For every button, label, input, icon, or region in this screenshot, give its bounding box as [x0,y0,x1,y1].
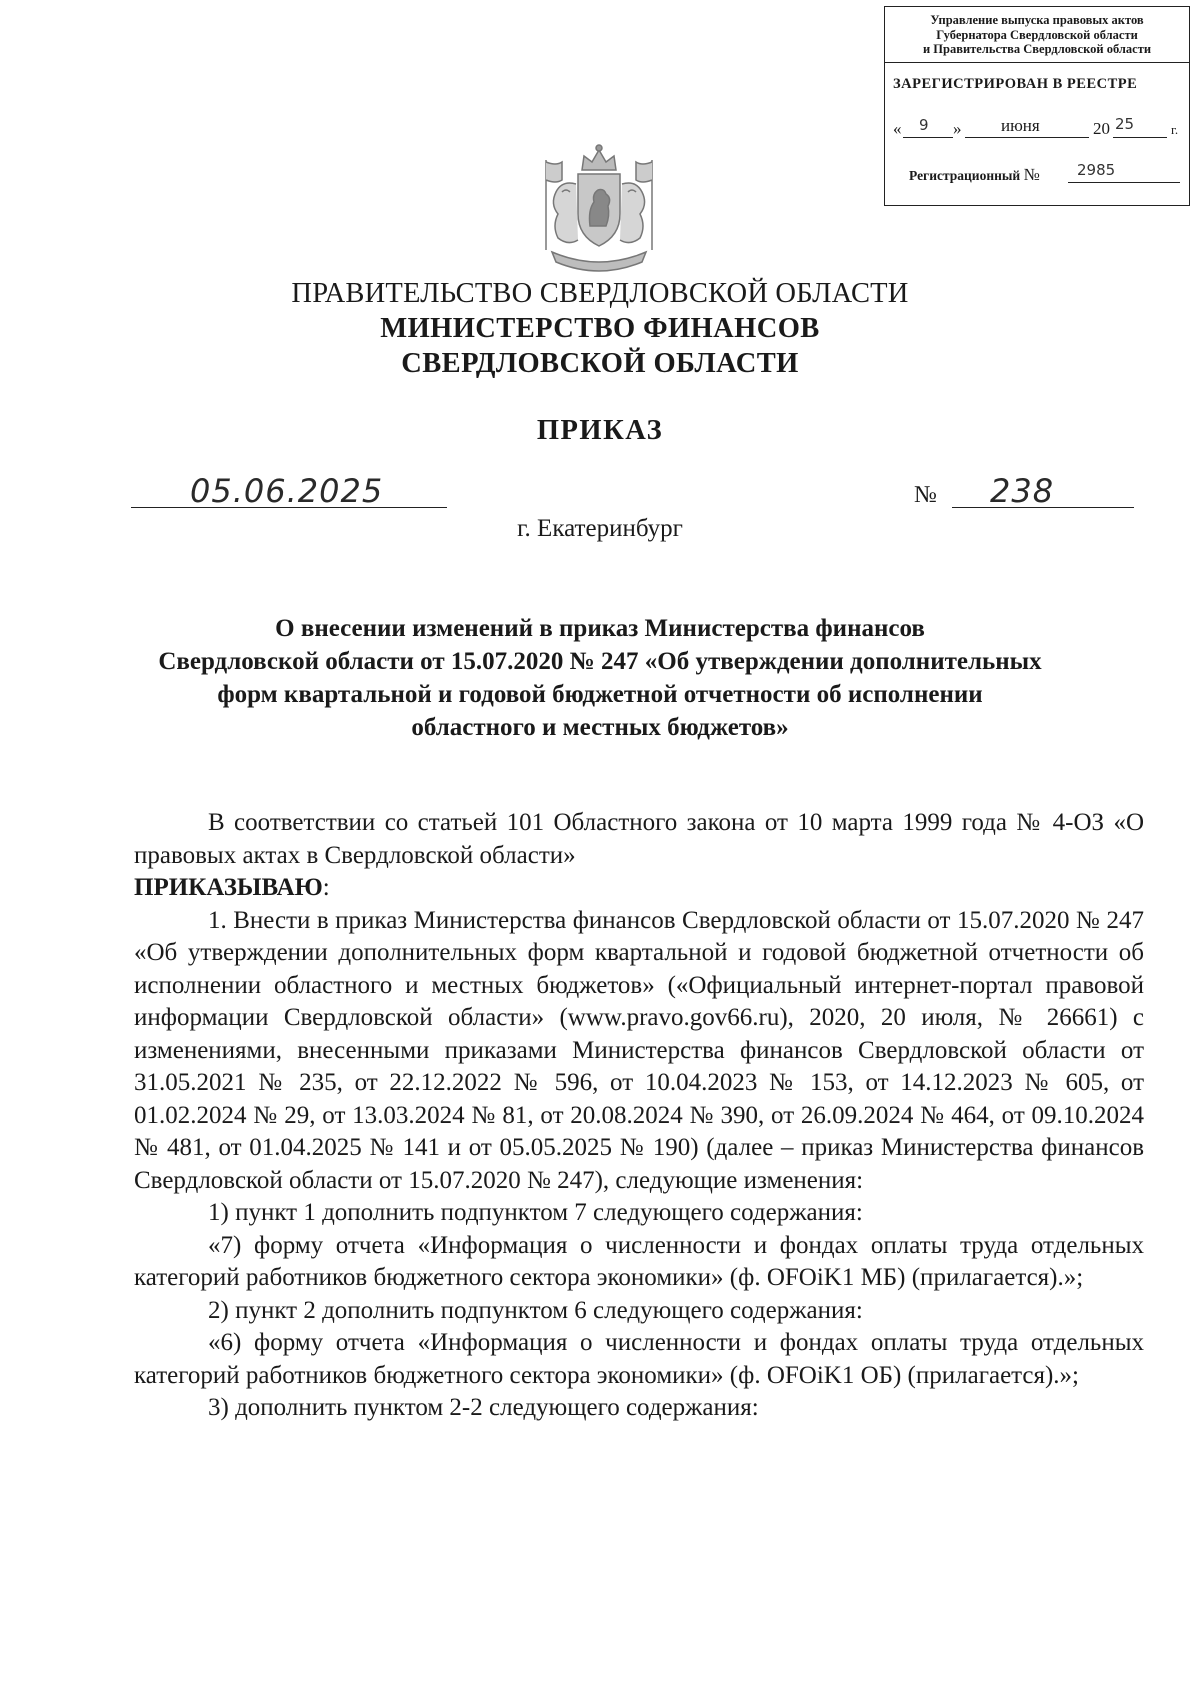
body-paragraph-subitem-3: 3) дополнить пунктом 2-2 следующего содержания: [208,1394,759,1421]
ministry-name-line2: СВЕРДЛОВСКОЙ ОБЛАСТИ [401,348,799,379]
body-paragraph-item-1: 1. Внести в приказ Министерства финансов Свердловской области от 15.07.2020 № 247 «Об утверждении дополнительных форм квартальной и годовой бюджетной отчетности об исполнении областного и местных бюджетов» («Официальный интернет-портал правовой информации Свердловской области» (www.pravo.gov66.ru), 2020, 20 июля, № 26661) с изменениями, внесенными приказами Министерства финансов Свердловской области от 31.05.2021 № 235, от 22.12.2022 № 596, от 10.04.2023 № 153, от 14.12.2023 № 605, от 01.02.2024 № 29, от 13.03.2024 № 81, от 20.08.2024 № 390, от 26.09.2024 № 464, от 09.10.2024 № 481, от 01.04.2025 № 141 и от 05.05.2025 № 190) (далее – приказ Министерства финансов Свердловской области от 15.07.2020 № 247), следующие изменения: [134,906,1144,1194]
stamp-year-prefix: 20 [1093,119,1110,138]
stamp-header-line: Управление выпуска правовых актов [930,13,1144,27]
stamp-year-abbr: г. [1171,122,1179,137]
body-paragraph-subitem-1: 1) пункт 1 дополнить подпунктом 7 следующего содержания: [208,1199,863,1226]
stamp-month: июня [1001,116,1040,135]
subject-line: Свердловской области от 15.07.2020 № 247 «Об утверждении дополнительных [158,648,1042,675]
body-paragraph-basis: В соответствии со статьей 101 Областного закона от 10 марта 1999 года № 4-ОЗ «О правовых актах в Свердловской области» [134,809,1144,869]
stamp-header-line: и Правительства Свердловской области [922,42,1152,56]
orders-colon: : [322,874,330,901]
stamp-numsign: № [1023,165,1040,184]
order-number-label: № [914,482,937,508]
order-city: г. Екатеринбург [517,515,683,542]
registration-stamp [884,6,1190,206]
document-type-title: ПРИКАЗ [536,415,664,446]
order-number-underline [952,507,1134,508]
body-paragraph-subitem-1-text: «7) форму отчета «Информация о численности и фондах оплаты труда отдельных категорий работников бюджетного сектора экономики» (ф. OFOiK1 МБ) (прилагается).»; [134,1231,1144,1291]
subject-line: областного и местных бюджетов» [411,714,789,741]
body-paragraph-subitem-2: 2) пункт 2 дополнить подпунктом 6 следующего содержания: [208,1296,863,1324]
order-date-underline [131,507,447,508]
order-number: 238 [990,472,1055,510]
stamp-year-suffix: 25 [1115,115,1135,133]
body-paragraph-subitem-2-text: «6) форму отчета «Информация о численности и фондах оплаты труда отдельных категорий работников бюджетного сектора экономики» (ф. OFOiK1 ОБ) (прилагается).»; [134,1329,1144,1389]
stamp-registered-label: ЗАРЕГИСТРИРОВАН В РЕЕСТРЕ [893,75,1138,92]
subject-line: форм квартальной и годовой бюджетной отчетности об исполнении [217,681,983,708]
order-subject [100,612,1100,744]
stamp-header [885,7,1189,63]
subject-line: О внесении изменений в приказ Министерства финансов [275,615,925,642]
orders-word: ПРИКАЗЫВАЮ [134,874,323,901]
stamp-date [893,115,1185,141]
government-title: ПРАВИТЕЛЬСТВО СВЕРДЛОВСКОЙ ОБЛАСТИ [291,278,909,309]
coat-of-arms-icon [532,140,666,280]
order-body [134,807,1144,1425]
stamp-open-quote: « [893,119,902,138]
stamp-reg-label: Регистрационный [909,168,1021,183]
order-date: 05.06.2025 [190,472,384,510]
stamp-close-quote: » [953,119,962,138]
stamp-header-line: Губернатора Свердловской области [936,27,1138,42]
ministry-name-line1: МИНИСТЕРСТВО ФИНАНСОВ [380,313,820,344]
stamp-day: 9 [919,116,929,134]
body-orders-line [134,872,1144,905]
stamp-reg-number: 2985 [1077,161,1116,179]
stamp-reg-label-row [909,165,1040,185]
